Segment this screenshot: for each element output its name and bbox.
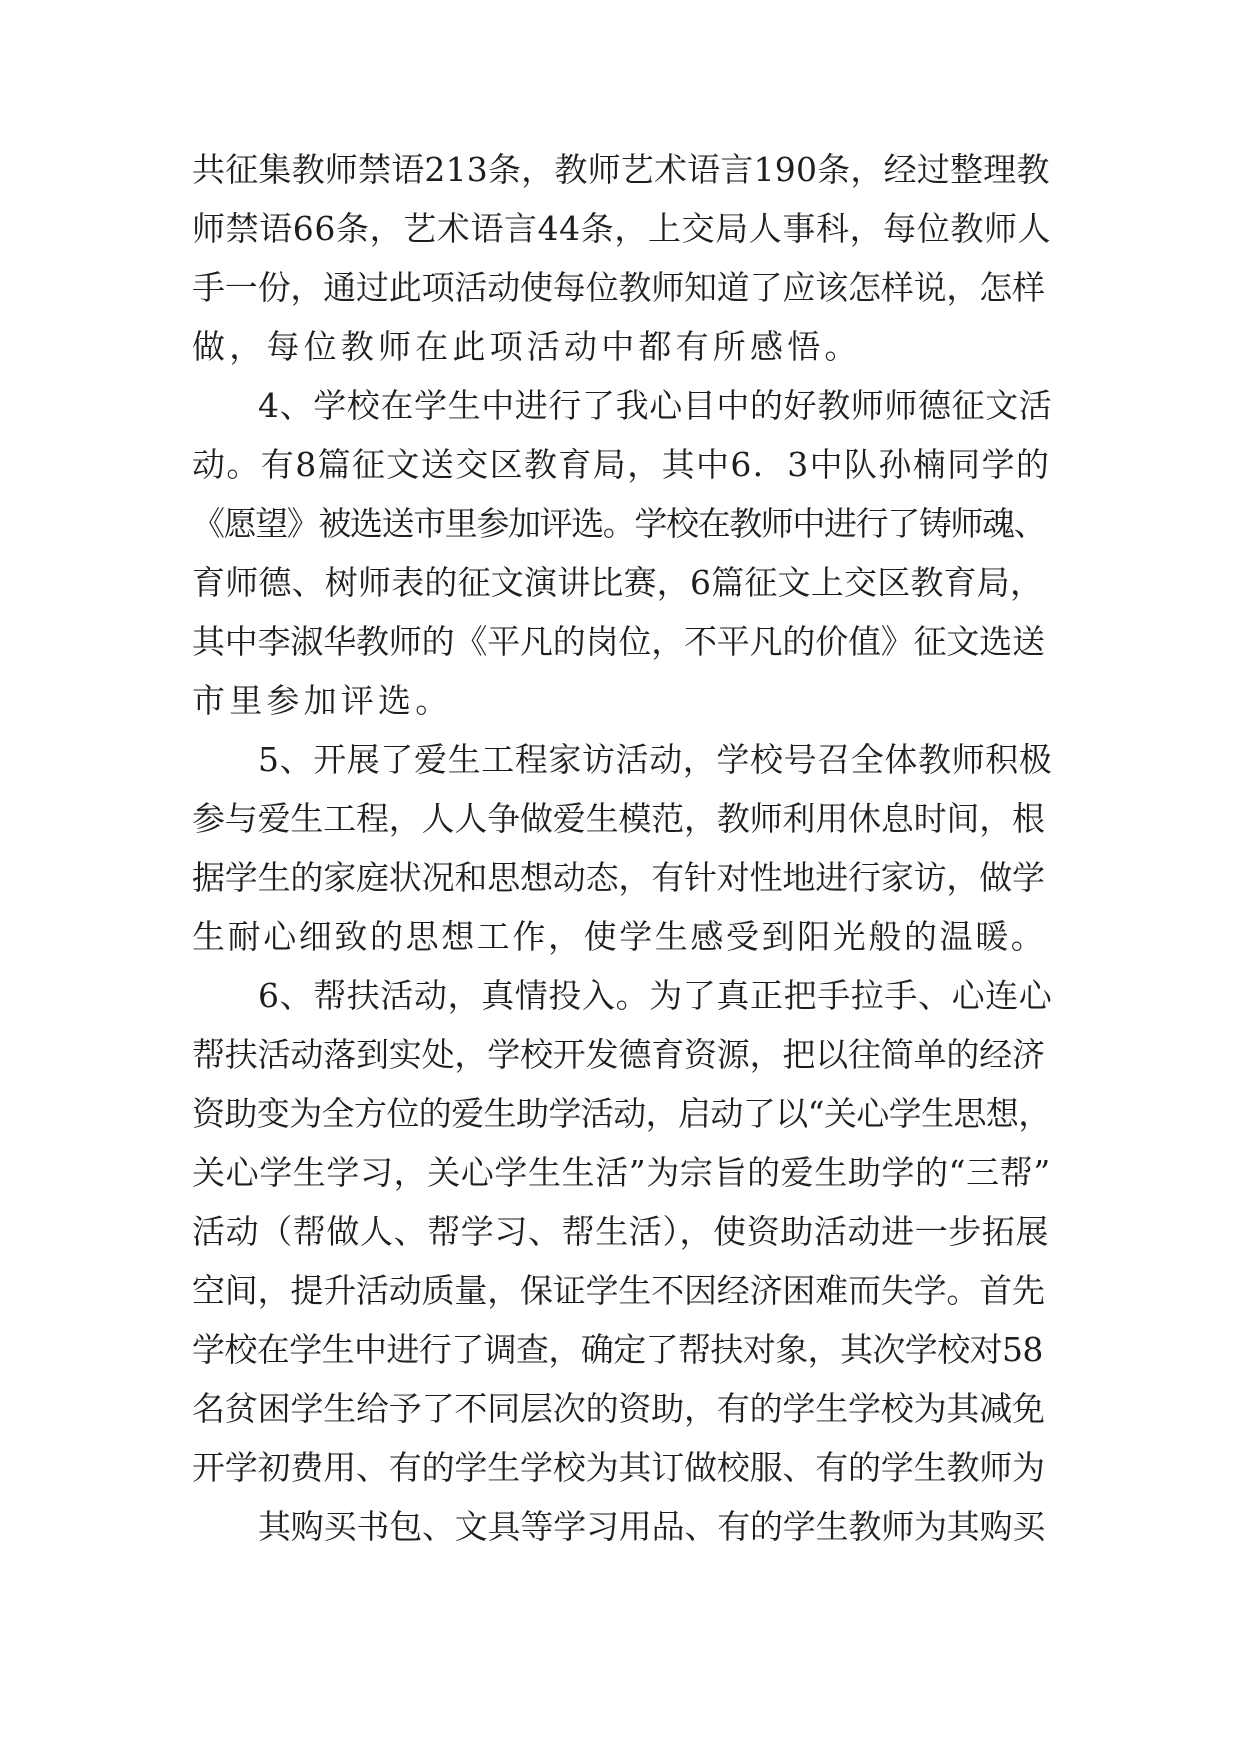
text-line: 动。有8篇征文送交区教育局，其中6．3中队孙楠同学的 [192, 445, 1051, 484]
text-line: 做，每位教师在此项活动中都有所感悟。 [192, 327, 862, 366]
text-line: 资助变为全方位的爱生助学活动，启动了以“关心学生思想， [192, 1094, 1051, 1133]
paragraph-start-line: 4、学校在学生中进行了我心目中的好教师师德征文活 [258, 386, 1053, 425]
text-line: 开学初费用、有的学生学校为其订做校服、有的学生教师为 [192, 1448, 1045, 1487]
text-line: 生耐心细致的思想工作，使学生感受到阳光般的温暖。 [192, 917, 1047, 956]
paragraph-start-line: 6、帮扶活动，真情投入。为了真正把手拉手、心连心 [258, 976, 1053, 1015]
text-line: 活动（帮做人、帮学习、帮生活），使资助活动进一步拓展 [192, 1212, 1050, 1251]
text-line: 名贫困学生给予了不同层次的资助，有的学生学校为其减免 [192, 1389, 1045, 1428]
text-line: 其购买书包、文具等学习用品、有的学生教师为其购买 [258, 1507, 1046, 1546]
text-line: 参与爱生工程，人人争做爱生模范，教师利用休息时间，根 [192, 799, 1045, 838]
text-line: 手一份，通过此项活动使每位教师知道了应该怎样说，怎样 [192, 268, 1045, 307]
text-line: 空间，提升活动质量，保证学生不因经济困难而失学。首先 [192, 1271, 1045, 1310]
text-line: 共征集教师禁语213条，教师艺术语言190条，经过整理教 [192, 150, 1050, 189]
text-line: 市里参加评选。 [192, 681, 453, 720]
text-line: 其中李淑华教师的《平凡的岗位，不平凡的价值》征文选送 [192, 622, 1045, 661]
text-line: 育师德、树师表的征文演讲比赛，6篇征文上交区教育局， [192, 563, 1044, 602]
text-line: 《愿望》被选送市里参加评选。学校在教师中进行了铸师魂、 [192, 504, 1046, 543]
text-line: 学校在学生中进行了调查，确定了帮扶对象，其次学校对58 [192, 1330, 1043, 1369]
paragraph-start-line: 5、开展了爱生工程家访活动，学校号召全体教师积极 [258, 740, 1053, 779]
text-line: 关心学生学习，关心学生生活”为宗旨的爱生助学的“三帮” [192, 1153, 1051, 1192]
text-line: 据学生的家庭状况和思想动态，有针对性地进行家访，做学 [192, 858, 1045, 897]
text-line: 师禁语66条，艺术语言44条，上交局人事科，每位教师人 [192, 209, 1052, 248]
text-line: 帮扶活动落到实处，学校开发德育资源，把以往简单的经济 [192, 1035, 1045, 1074]
